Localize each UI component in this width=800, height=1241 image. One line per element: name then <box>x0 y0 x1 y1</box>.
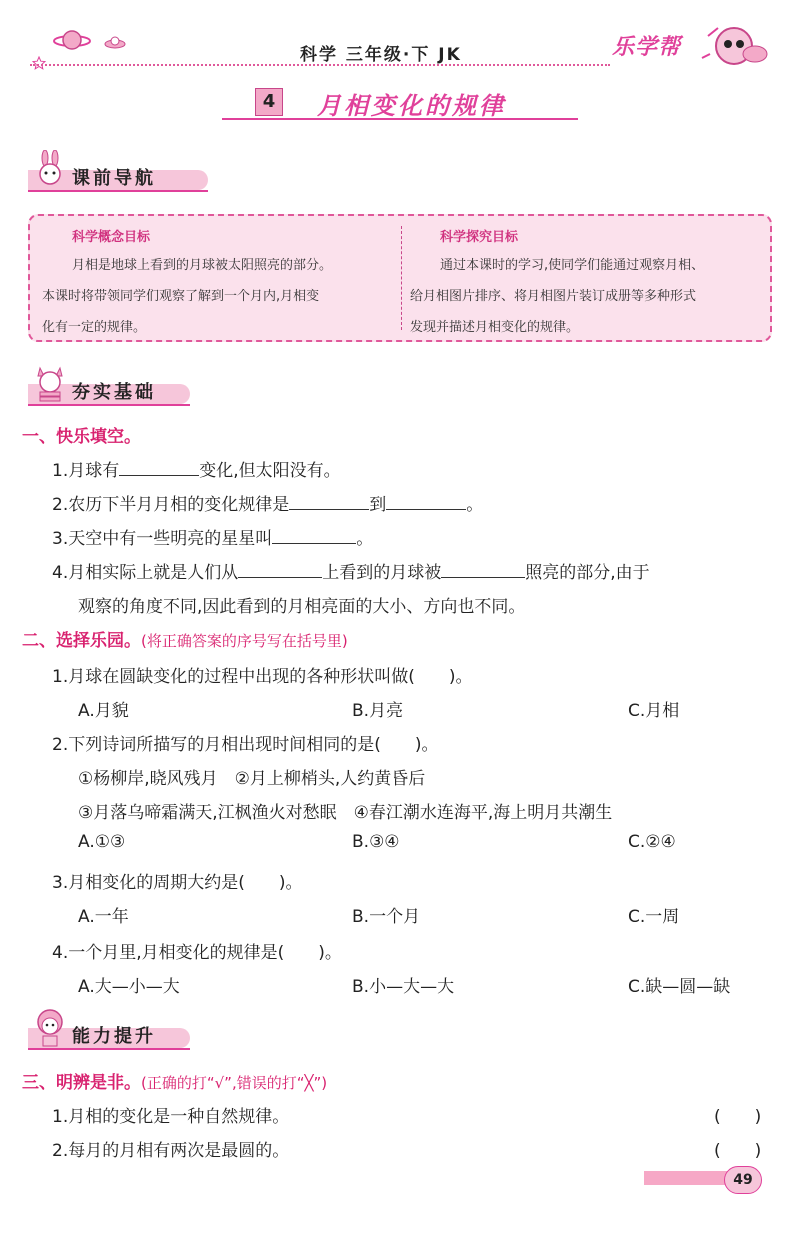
brand-logo: 乐学帮 <box>612 35 682 60</box>
choice-question-1: 1.月球在圆缺变化的过程中出现的各种形状叫做( )。 <box>52 667 473 687</box>
part2-note: (将正确答案的序号写在括号里) <box>141 632 348 650</box>
q3-text-b: 。 <box>356 529 374 549</box>
mascot-icon <box>700 24 770 70</box>
girl-icon <box>34 1006 66 1048</box>
inquiry-line-3: 发现并描述月相变化的规律。 <box>410 320 580 335</box>
choice-option[interactable]: C.一周 <box>628 907 680 927</box>
concept-goal-text <box>42 250 394 343</box>
choice-option[interactable]: A.一年 <box>78 907 129 927</box>
star-icon <box>32 56 46 70</box>
lesson-title: 月相变化的规律 <box>317 92 506 120</box>
q4-text-b: 上看到的月球被 <box>322 563 442 583</box>
answer-blank[interactable] <box>289 492 369 510</box>
inquiry-goal-heading: 科学探究目标 <box>440 230 519 245</box>
answer-blank[interactable] <box>386 492 466 510</box>
part3-heading <box>22 1068 327 1093</box>
inquiry-line-1: 通过本课时的学习,使同学们能通过观察月相、 <box>440 258 705 273</box>
fill-question-4 <box>52 558 650 583</box>
answer-blank[interactable] <box>441 560 525 578</box>
lesson-number: 4 <box>255 88 283 116</box>
q1-text-b: 变化,但太阳没有。 <box>199 461 341 481</box>
page-number-bar <box>644 1171 734 1185</box>
concept-line-2: 本课时将带领同学们观察了解到一个月内,月相变 <box>42 289 320 304</box>
section-label: 夯实基础 <box>72 382 156 403</box>
choice-option[interactable]: B.月亮 <box>352 701 404 721</box>
choice-question-3: 3.月相变化的周期大约是( )。 <box>52 873 303 893</box>
answer-blank[interactable] <box>119 458 199 476</box>
lesson-title-block <box>222 88 578 120</box>
part3-title: 三、明辨是非。 <box>22 1073 141 1093</box>
choice-question-4: 4.一个月里,月相变化的规律是( )。 <box>52 943 342 963</box>
choice-option[interactable]: C.月相 <box>628 701 680 721</box>
part1-heading: 一、快乐填空。 <box>22 427 141 447</box>
part2-title: 二、选择乐园。 <box>22 631 141 651</box>
judge-question-2: 2.每月的月相有两次是最圆的。 <box>52 1141 290 1161</box>
part2-heading <box>22 626 348 651</box>
page-number: 49 <box>724 1166 762 1194</box>
q4-text-a: 4.月相实际上就是人们从 <box>52 563 239 583</box>
choice-option[interactable]: C.缺—圆—缺 <box>628 977 731 997</box>
concept-line-3: 化有一定的规律。 <box>42 320 147 335</box>
fill-question-2 <box>52 490 483 515</box>
answer-parentheses[interactable]: ( ) <box>714 1107 762 1127</box>
q2-text-c: 。 <box>466 495 484 515</box>
q4-text-c: 照亮的部分,由于 <box>525 563 650 583</box>
inquiry-goal-text <box>410 250 762 343</box>
concept-goal-heading: 科学概念目标 <box>72 230 151 245</box>
ufo-icon <box>104 34 126 50</box>
section-tag-advance <box>0 1018 220 1047</box>
poem-line-1: ①杨柳岸,晓风残月 ②月上柳梢头,人约黄昏后 <box>78 769 426 789</box>
inquiry-line-2: 给月相图片排序、将月相图片装订成册等多种形式 <box>410 289 697 304</box>
answer-parentheses[interactable]: ( ) <box>714 1141 762 1161</box>
answer-blank[interactable] <box>238 560 322 578</box>
poem-line-2: ③月落乌啼霜满天,江枫渔火对愁眠 ④春江潮水连海平,海上明月共潮生 <box>78 803 613 823</box>
choice-option[interactable]: B.③④ <box>352 832 400 852</box>
choice-option[interactable]: A.①③ <box>78 832 126 852</box>
choice-option[interactable]: B.小—大—大 <box>352 977 455 997</box>
learning-goals-box <box>28 214 772 342</box>
header-subject: 科学 三年级·下 JK <box>300 45 462 65</box>
section-label: 能力提升 <box>72 1026 156 1047</box>
choice-option[interactable]: B.一个月 <box>352 907 421 927</box>
bunny-icon <box>34 150 66 190</box>
section-tag-basics <box>0 374 220 403</box>
fill-question-4-cont: 观察的角度不同,因此看到的月相亮面的大小、方向也不同。 <box>78 597 526 617</box>
part3-note: (正确的打“√”,错误的打“╳”) <box>141 1074 328 1092</box>
answer-blank[interactable] <box>272 526 356 544</box>
q2-text-a: 2.农历下半月月相的变化规律是 <box>52 495 290 515</box>
choice-option[interactable]: A.月貌 <box>78 701 129 721</box>
fill-question-1 <box>52 456 341 481</box>
choice-option[interactable]: A.大—小—大 <box>78 977 180 997</box>
section-label: 课前导航 <box>72 168 156 189</box>
q3-text-a: 3.天空中有一些明亮的星星叫 <box>52 529 273 549</box>
q2-text-b: 到 <box>369 495 387 515</box>
judge-question-1: 1.月相的变化是一种自然规律。 <box>52 1107 290 1127</box>
q1-text-a: 1.月球有 <box>52 461 120 481</box>
planet-icon <box>52 26 92 56</box>
fill-question-3 <box>52 524 373 549</box>
choice-question-2: 2.下列诗词所描写的月相出现时间相同的是( )。 <box>52 735 439 755</box>
choice-option[interactable]: C.②④ <box>628 832 676 852</box>
cat-icon <box>34 362 66 404</box>
section-tag-preview <box>0 160 220 189</box>
concept-line-1: 月相是地球上看到的月球被太阳照亮的部分。 <box>72 258 333 273</box>
